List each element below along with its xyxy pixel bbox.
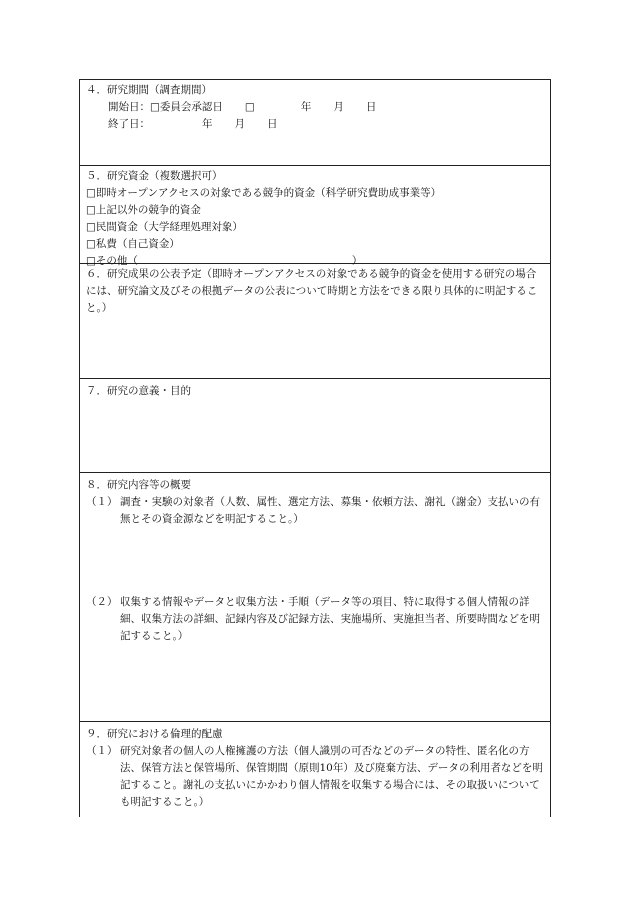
end-date-label: 終了日： (108, 118, 150, 130)
section-publication-plan (79, 264, 551, 379)
start-month-label: 月 (333, 101, 344, 113)
start-date-label: 開始日： (108, 101, 150, 113)
end-month-label: 月 (234, 118, 245, 130)
funding-option-other[interactable]: □その他（ (86, 255, 138, 267)
funding-option-open-access-competitive[interactable]: □即時オープンアクセスの対象である競争的資金（科学研究費助成事業等） (86, 187, 442, 199)
start-day-label: 日 (365, 101, 377, 113)
section-7-heading: ７．研究の意義・目的 (86, 385, 191, 397)
section-5-heading: ５．研究資金（複数選択可） (86, 170, 223, 182)
funding-other-close-paren: ） (351, 255, 363, 267)
overview-item-1 (86, 494, 544, 528)
overview-item-2 (86, 594, 544, 645)
section-9-heading: ９．研究における倫理的配慮 (86, 728, 223, 740)
end-day-label: 日 (267, 118, 278, 130)
ethics-item-1 (86, 743, 544, 811)
ethics-item-1-number: （１） (86, 745, 118, 757)
section-6-text: ６．研究成果の公表予定（即時オープンアクセスの対象である競争的資金を使用する研究の場合には、研究論文及びその根拠データの公表について時期と方法をできる限り具体的に明記すること。） (86, 268, 538, 314)
overview-item-1-text: 調査・実験の対象者（人数、属性、選定方法、募集・依頼方法、謝礼（謝金）支払いの有無とその資金源などを明記すること。） (120, 496, 540, 525)
overview-item-2-number: （２） (86, 596, 118, 608)
start-date-row (86, 99, 544, 116)
end-date-row (86, 116, 544, 133)
ethics-item-1-text: 研究対象者の個人の人権擁護の方法（個人識別の可否などのデータの特性、匿名化の方法、保管方法と保管場所、保管期間（原則10年）及び廃棄方法、データの利用者などを明記すること。謝礼の支払いにかかわり個人情報を収集する場合には、その取扱いについても明記すること。） (120, 745, 543, 808)
funding-option-other-competitive[interactable]: □上記以外の競争的資金 (86, 204, 201, 216)
application-form (79, 79, 551, 817)
section-4-heading: ４．研究期間（調査期間） (86, 84, 212, 96)
funding-option-private[interactable]: □民間資金（大学経理処理対象） (86, 221, 243, 233)
start-option-committee-approval[interactable]: □委員会承認日 (150, 101, 223, 113)
section-ethical-considerations (79, 722, 551, 817)
start-option-date-checkbox[interactable]: □ (244, 101, 255, 113)
section-research-funding (79, 166, 551, 267)
section-research-period (79, 79, 551, 166)
overview-item-1-number: （１） (86, 496, 118, 508)
start-year-label: 年 (300, 101, 312, 113)
section-research-overview (79, 473, 551, 722)
overview-item-2-text: 収集する情報やデータと収集方法・手順（データ等の項目、特に取得する個人情報の詳細、収集方法の詳細、記録内容及び記録方法、実施場所、実施担当者、所要時間などを明記すること。） (120, 596, 540, 642)
funding-option-personal[interactable]: □私費（自己資金） (86, 238, 180, 250)
section-significance-purpose (79, 379, 551, 473)
end-year-label: 年 (202, 118, 213, 130)
section-8-heading: ８．研究内容等の概要 (86, 479, 191, 491)
